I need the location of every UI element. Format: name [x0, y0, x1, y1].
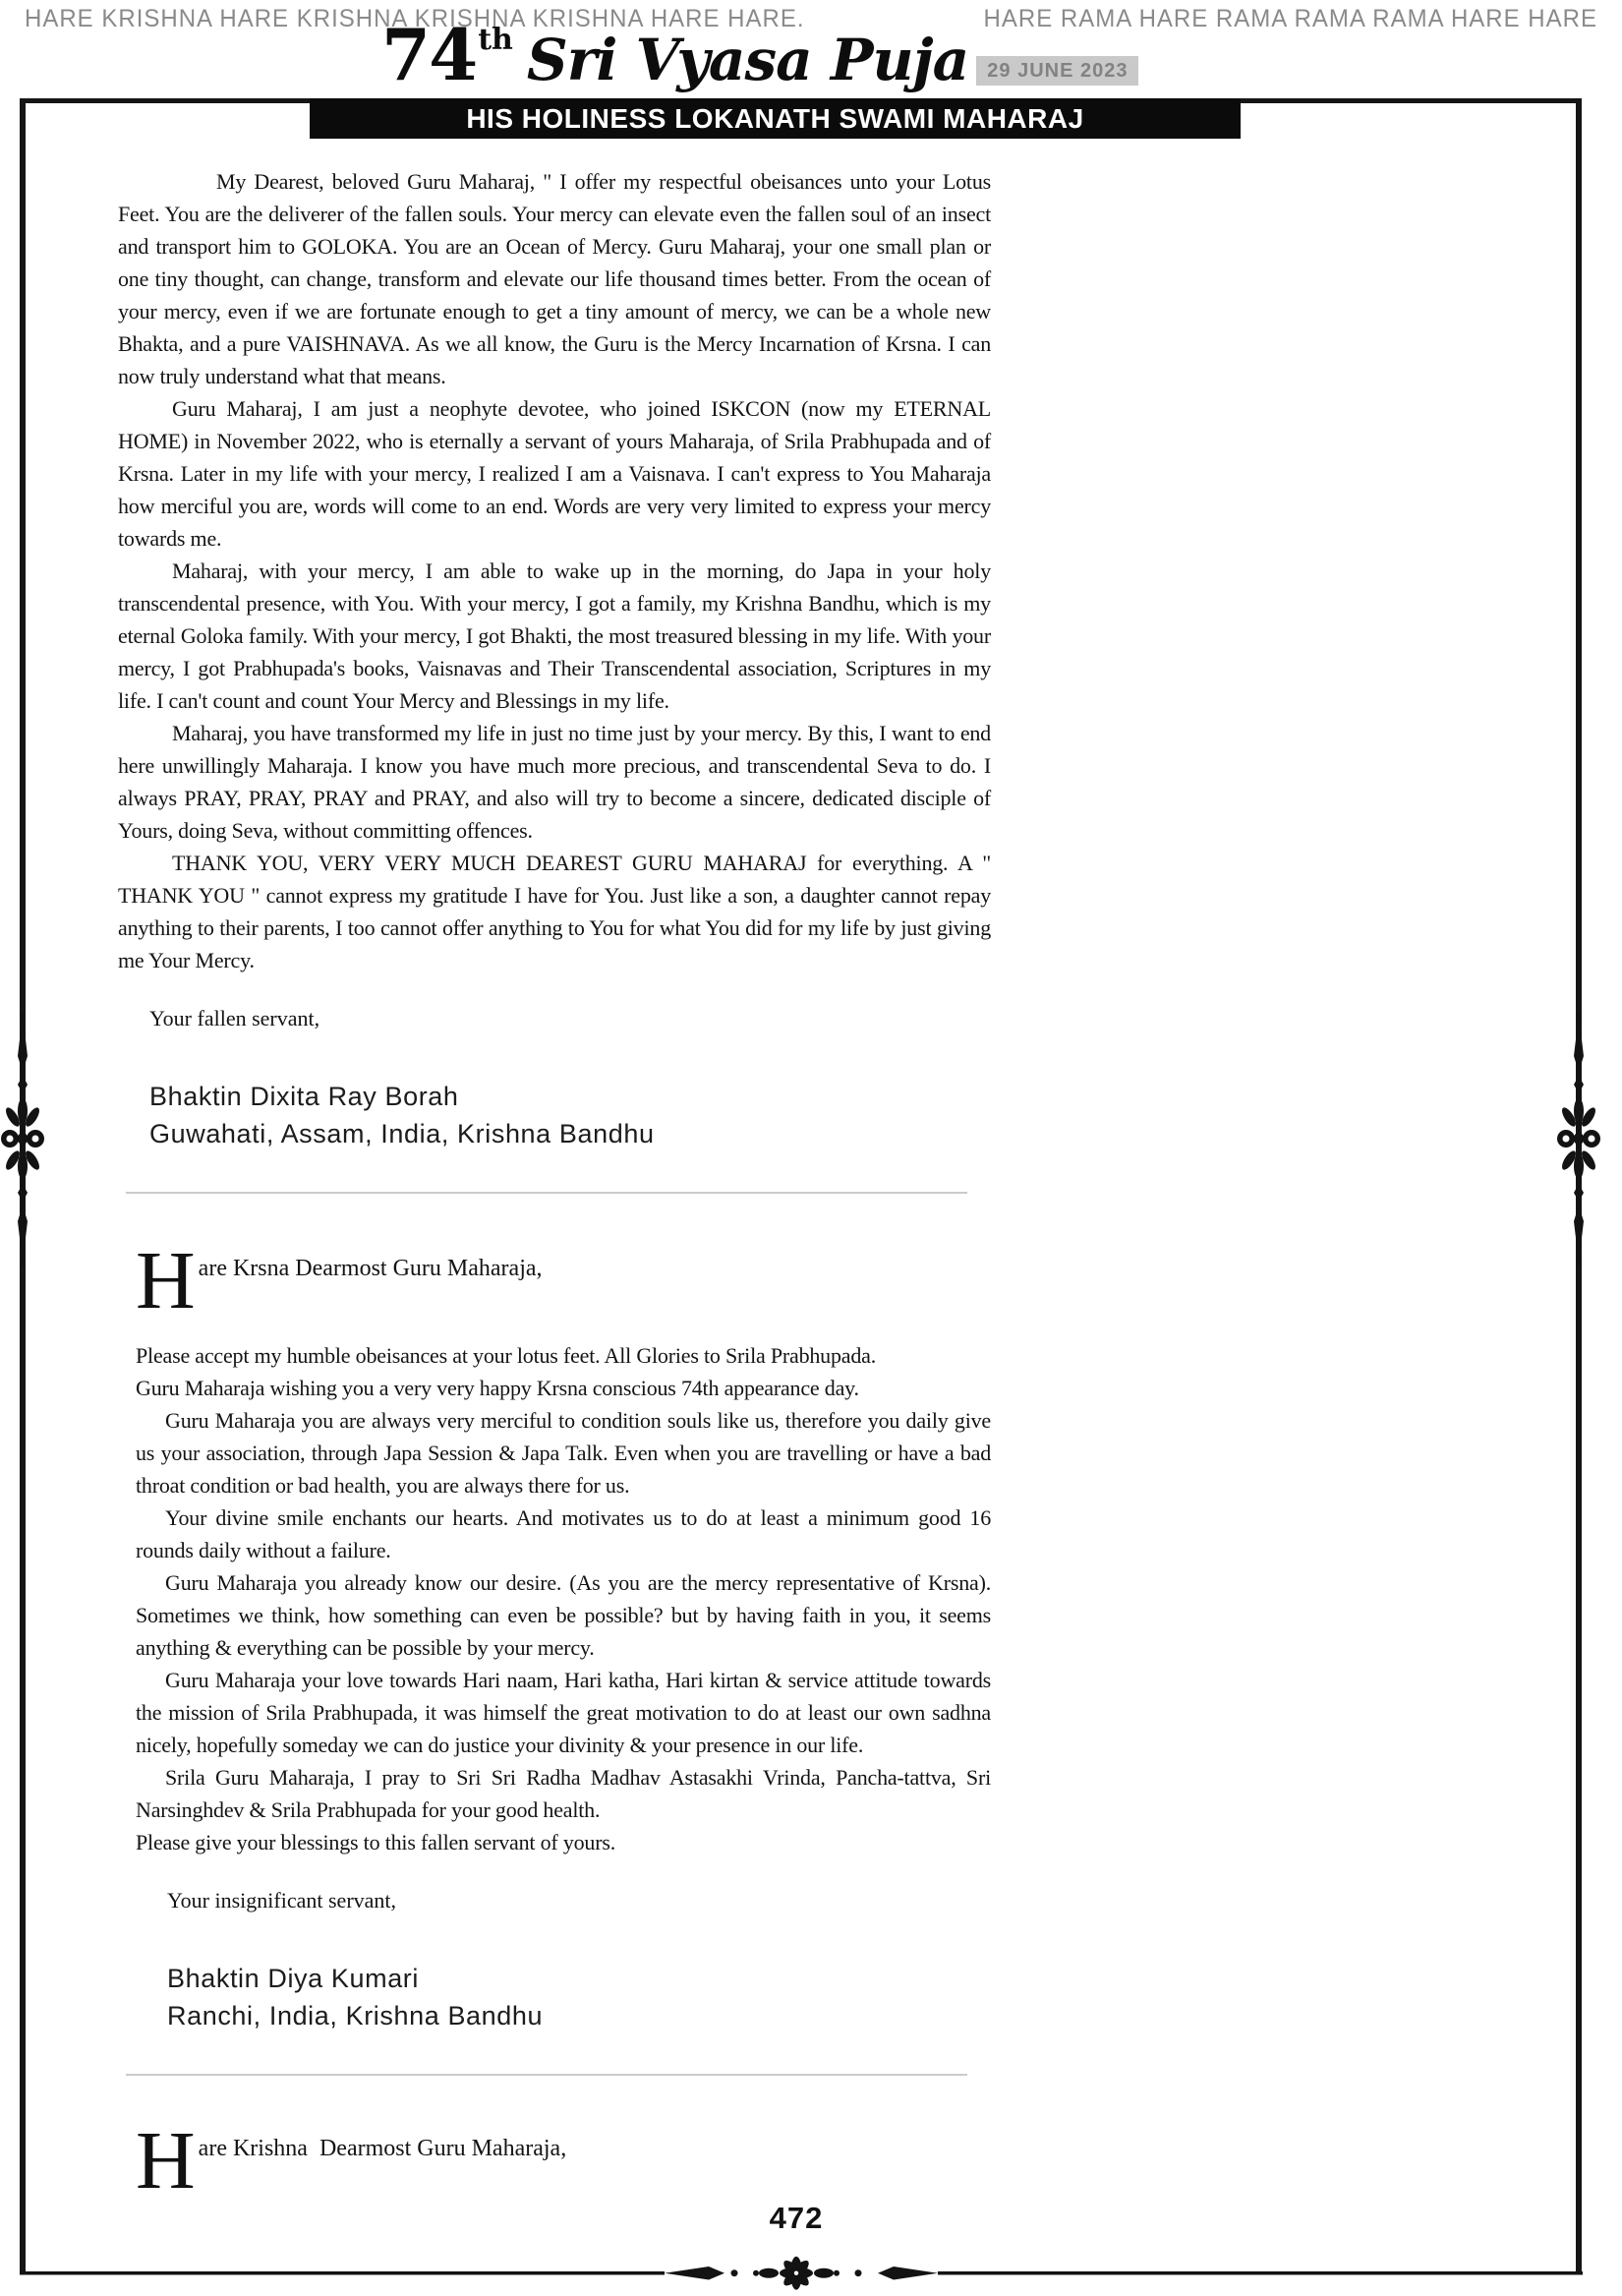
page-title-text: Sri Vyasa Puja	[526, 27, 969, 94]
letter-paragraph: Maharaj, you have transformed my life in just no time just by your mercy. By this, I want to end here unwillingly Maharaja. I know you have much more precious, and transcendental Seva to do. I always PRAY, PRAY, PRAY and PRAY, and also will try to become a sincere, dedicated disciple of Yours, doing Seva, without committing offences.	[118, 721, 991, 843]
mantra-left: HARE KRISHNA HARE KRISHNA KRISHNA KRISHNA HARE HARE.	[25, 5, 805, 33]
salutation-dropcap: H	[136, 2114, 196, 2207]
left-border-ornament-icon	[1, 1011, 44, 1266]
signature-location: Ranchi, India, Krishna Bandhu	[167, 2000, 544, 2031]
date-badge: 29 JUNE 2023	[976, 56, 1138, 86]
page-title-ordinal-suffix: th	[478, 23, 513, 57]
letter-paragraph: My Dearest, beloved Guru Maharaj, " I offer my respectful obeisances unto your Lotus Feet. You are the deliverer of the fallen souls. Your mercy can elevate even the fallen soul of an insect and transport him to GOLOKA. You are an Ocean of Mercy. Guru Maharaj, your one small plan or one tiny thought, can change, transform and elevate our life thousand times better. From the ocean of your mercy, even if we are fortunate enough to get a tiny amount of mercy, we can be a whole new Bhakta, and a pure VAISHNAVA. As we all know, the Guru is the Mercy Incarnation of Krsna. I can now truly understand what that means.	[118, 169, 991, 388]
letter-paragraph: Please give your blessings to this fallen servant of yours.	[136, 1829, 616, 1854]
signature-block	[149, 1078, 991, 1152]
letter-paragraph: Guru Maharaja you are always very merciful to condition souls like us, therefore you daily give us your association, through Japa Session & Japa Talk. Even when you are travelling or have a bad throat condition or bad health, you are always there for us.	[136, 1407, 991, 1498]
letter-1	[118, 165, 991, 1152]
letter-3	[136, 2076, 991, 2207]
signature-block	[167, 1960, 991, 2034]
page-number: 472	[769, 2201, 824, 2235]
letter-2	[136, 1194, 991, 2034]
mantra-right: HARE RAMA HARE RAMA RAMA RAMA HARE HARE	[983, 5, 1597, 33]
closing-line: Your fallen servant,	[149, 1006, 320, 1030]
signature-name: Bhaktin Diya Kumari	[167, 1963, 419, 1993]
right-border-ornament-icon	[1557, 1011, 1600, 1266]
page-title	[381, 13, 1138, 96]
page-title-number: 74	[381, 13, 477, 96]
letter-paragraph: Your divine smile enchants our hearts. And motivates us to do at least a minimum good 16 rounds daily without a failure.	[136, 1504, 991, 1562]
salutation-text: are Krishna Dearmost Guru Maharaja,	[198, 2135, 567, 2161]
letter-paragraph: Please accept my humble obeisances at your lotus feet. All Glories to Srila Prabhupada.	[136, 1342, 877, 1368]
letter-paragraph: Guru Maharaj, I am just a neophyte devotee, who joined ISKCON (now my ETERNAL HOME) in November 2022, who is eternally a servant of yours Maharaja, of Srila Prabhupada and of Krsna. Later in my life with your mercy, I realized I am a Vaisnava. I can't express to You Maharaja how merciful you are, words will come to an end. Words are very very limited to express your mercy towards me.	[118, 396, 991, 551]
footer-rule-ornament-icon	[20, 2254, 1583, 2293]
salutation	[136, 2114, 991, 2207]
letter-paragraph: Srila Guru Maharaja, I pray to Sri Sri Radha Madhav Astasakhi Vrinda, Pancha-tattva, Sri Narsinghdev & Srila Prabhupada for your good health.	[136, 1764, 991, 1822]
salutation	[136, 1235, 991, 1326]
salutation-text: are Krsna Dearmost Guru Maharaja,	[198, 1256, 543, 1281]
salutation-dropcap: H	[136, 1235, 196, 1326]
header-bar-title: HIS HOLINESS LOKANATH SWAMI MAHARAJ	[310, 98, 1241, 139]
letter-paragraph: Guru Maharaja your love towards Hari naam, Hari katha, Hari kirtan & service attitude towards the mission of Srila Prabhupada, it was himself the great motivation to do at least our own sadhna nicely, hopefully someday we can do justice your divinity & your presence in our life.	[136, 1667, 991, 1757]
signature-name: Bhaktin Dixita Ray Borah	[149, 1082, 459, 1111]
letter-paragraph: THANK YOU, VERY VERY MUCH DEAREST GURU MAHARAJ for everything. A " THANK YOU " cannot express my gratitude I have for You. Just like a son, a daughter cannot repay anything to their parents, I too cannot offer anything to You for what You did for my life by just giving me Your Mercy.	[118, 851, 991, 972]
signature-location: Guwahati, Assam, India, Krishna Bandhu	[149, 1119, 655, 1148]
letters-column	[118, 165, 991, 2218]
letter-paragraph: Guru Maharaja you already know our desire. (As you are the mercy representative of Krsna). Sometimes we think, how something can even be possible? but by having faith in you, it seems anything & everything can be possible by your mercy.	[136, 1569, 991, 1660]
closing-line: Your insignificant servant,	[167, 1887, 397, 1913]
letter-paragraph: Guru Maharaja wishing you a very very happy Krsna conscious 74th appearance day.	[136, 1375, 859, 1400]
letter-paragraph: Maharaj, with your mercy, I am able to wake up in the morning, do Japa in your holy transcendental presence, with You. With your mercy, I got a family, my Krishna Bandhu, which is my eternal Goloka family. With your mercy, I got Bhakti, the most treasured blessing in my life. With your mercy, I got Prabhupada's books, Vaisnavas and Their Transcendental association, Scriptures in my life. I can't count and count Your Mercy and Blessings in my life.	[118, 559, 991, 713]
